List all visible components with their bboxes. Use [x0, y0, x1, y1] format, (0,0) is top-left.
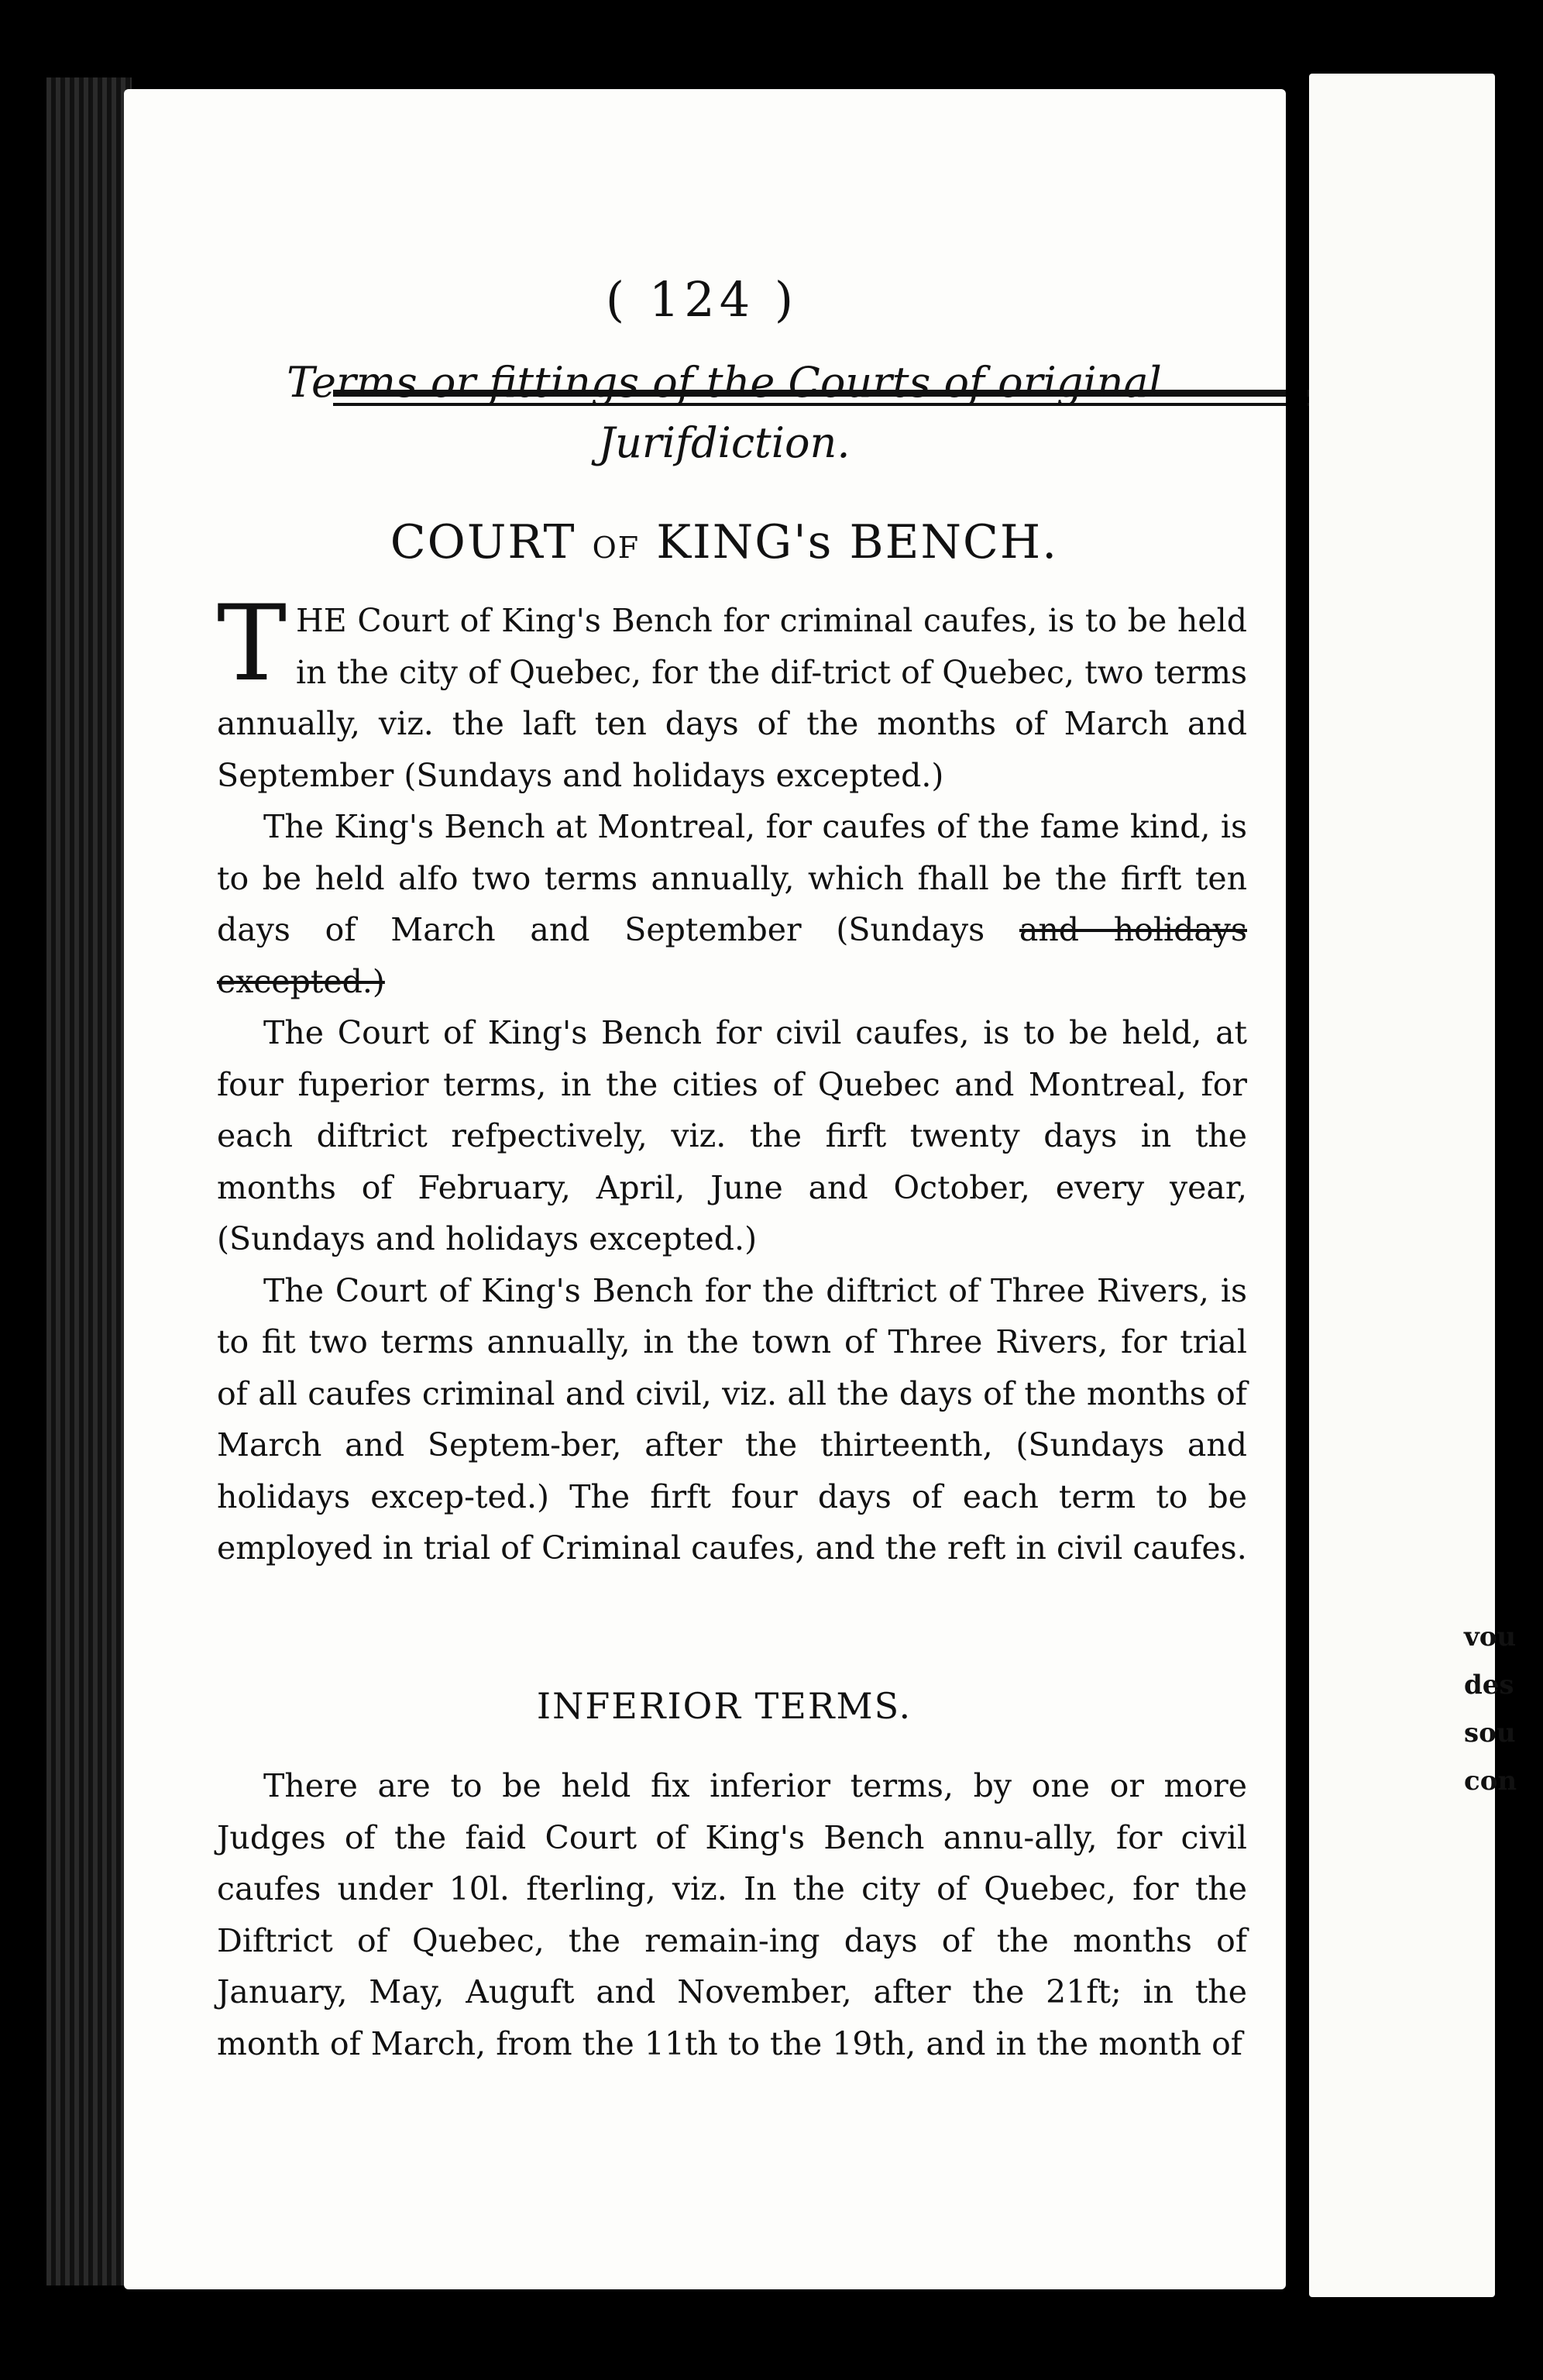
paragraph: [217, 801, 1247, 1007]
court-title-part: COURT: [390, 515, 576, 569]
facing-page-text: vou: [1464, 1622, 1517, 1653]
court-title-part: KING's BENCH.: [656, 515, 1059, 569]
book-page-edges: [46, 77, 132, 2285]
kings-bench-section: [217, 583, 1247, 1574]
page-number: ( 124 ): [605, 271, 799, 328]
paragraph: There are to be held fix inferior terms, by one or more Judges of the faid Court of King's Bench annu-ally, for civil caufes under 10l. fterling, viz. In the city of Quebec, for the Diftrict of Quebec, the remain-ing days of the months of January, May, Auguft and November, after the 21ft; in the month of March, from the 11th to the 19th, and in the month of: [217, 1767, 1247, 2062]
paragraph-text: The King's Bench at Montreal, for caufes of the fame kind, is to be held alfo two terms annually, which fhall be the firft ten days of March and September (Sundays: [217, 808, 1247, 948]
page-heading: Terms or fittings of the Courts of original Jurifdiction.: [287, 358, 1162, 467]
facing-page-text: con: [1464, 1766, 1517, 1797]
facing-page: [1309, 74, 1517, 2297]
struck-text: and holidays excepted.): [217, 911, 1247, 1000]
facing-page-text: des: [1464, 1670, 1514, 1701]
book-gutter: [1286, 77, 1308, 2301]
paragraph: [217, 583, 1247, 801]
drop-cap: T: [217, 583, 287, 704]
court-title-of: OF: [592, 531, 641, 565]
subheading: INFERIOR TERMS.: [536, 1685, 912, 1727]
paragraph: The Court of King's Bench for the diftrict of Three Rivers, is to fit two terms annually, in the town of Three Rivers, for trial of all caufes criminal and civil, viz. all the days of the months of March and Septem-ber, after the thirteenth, (Sundays and holidays excep-ted.) The firft four days of each term to be employed in trial of Criminal caufes, and the reft in civil caufes.: [217, 1271, 1247, 1567]
inferior-terms-section: [217, 1760, 1247, 2069]
facing-page-text: sou: [1464, 1718, 1516, 1749]
court-title: [194, 515, 1255, 569]
paragraph-text: HE Court of King's Bench for criminal caufes, is to be held in the city of Quebec, for the dif-trict of Quebec, two terms annually, viz. the laft ten days of the months of March and September (Sundays and holidays excepted.): [217, 602, 1247, 794]
paragraph: The Court of King's Bench for civil caufes, is to be held, at four fuperior terms, in the cities of Quebec and Montreal, for each diftrict refpectively, viz. the firft twenty days in the months of February, April, June and October, every year, (Sundays and holidays excepted.): [217, 1014, 1247, 1257]
